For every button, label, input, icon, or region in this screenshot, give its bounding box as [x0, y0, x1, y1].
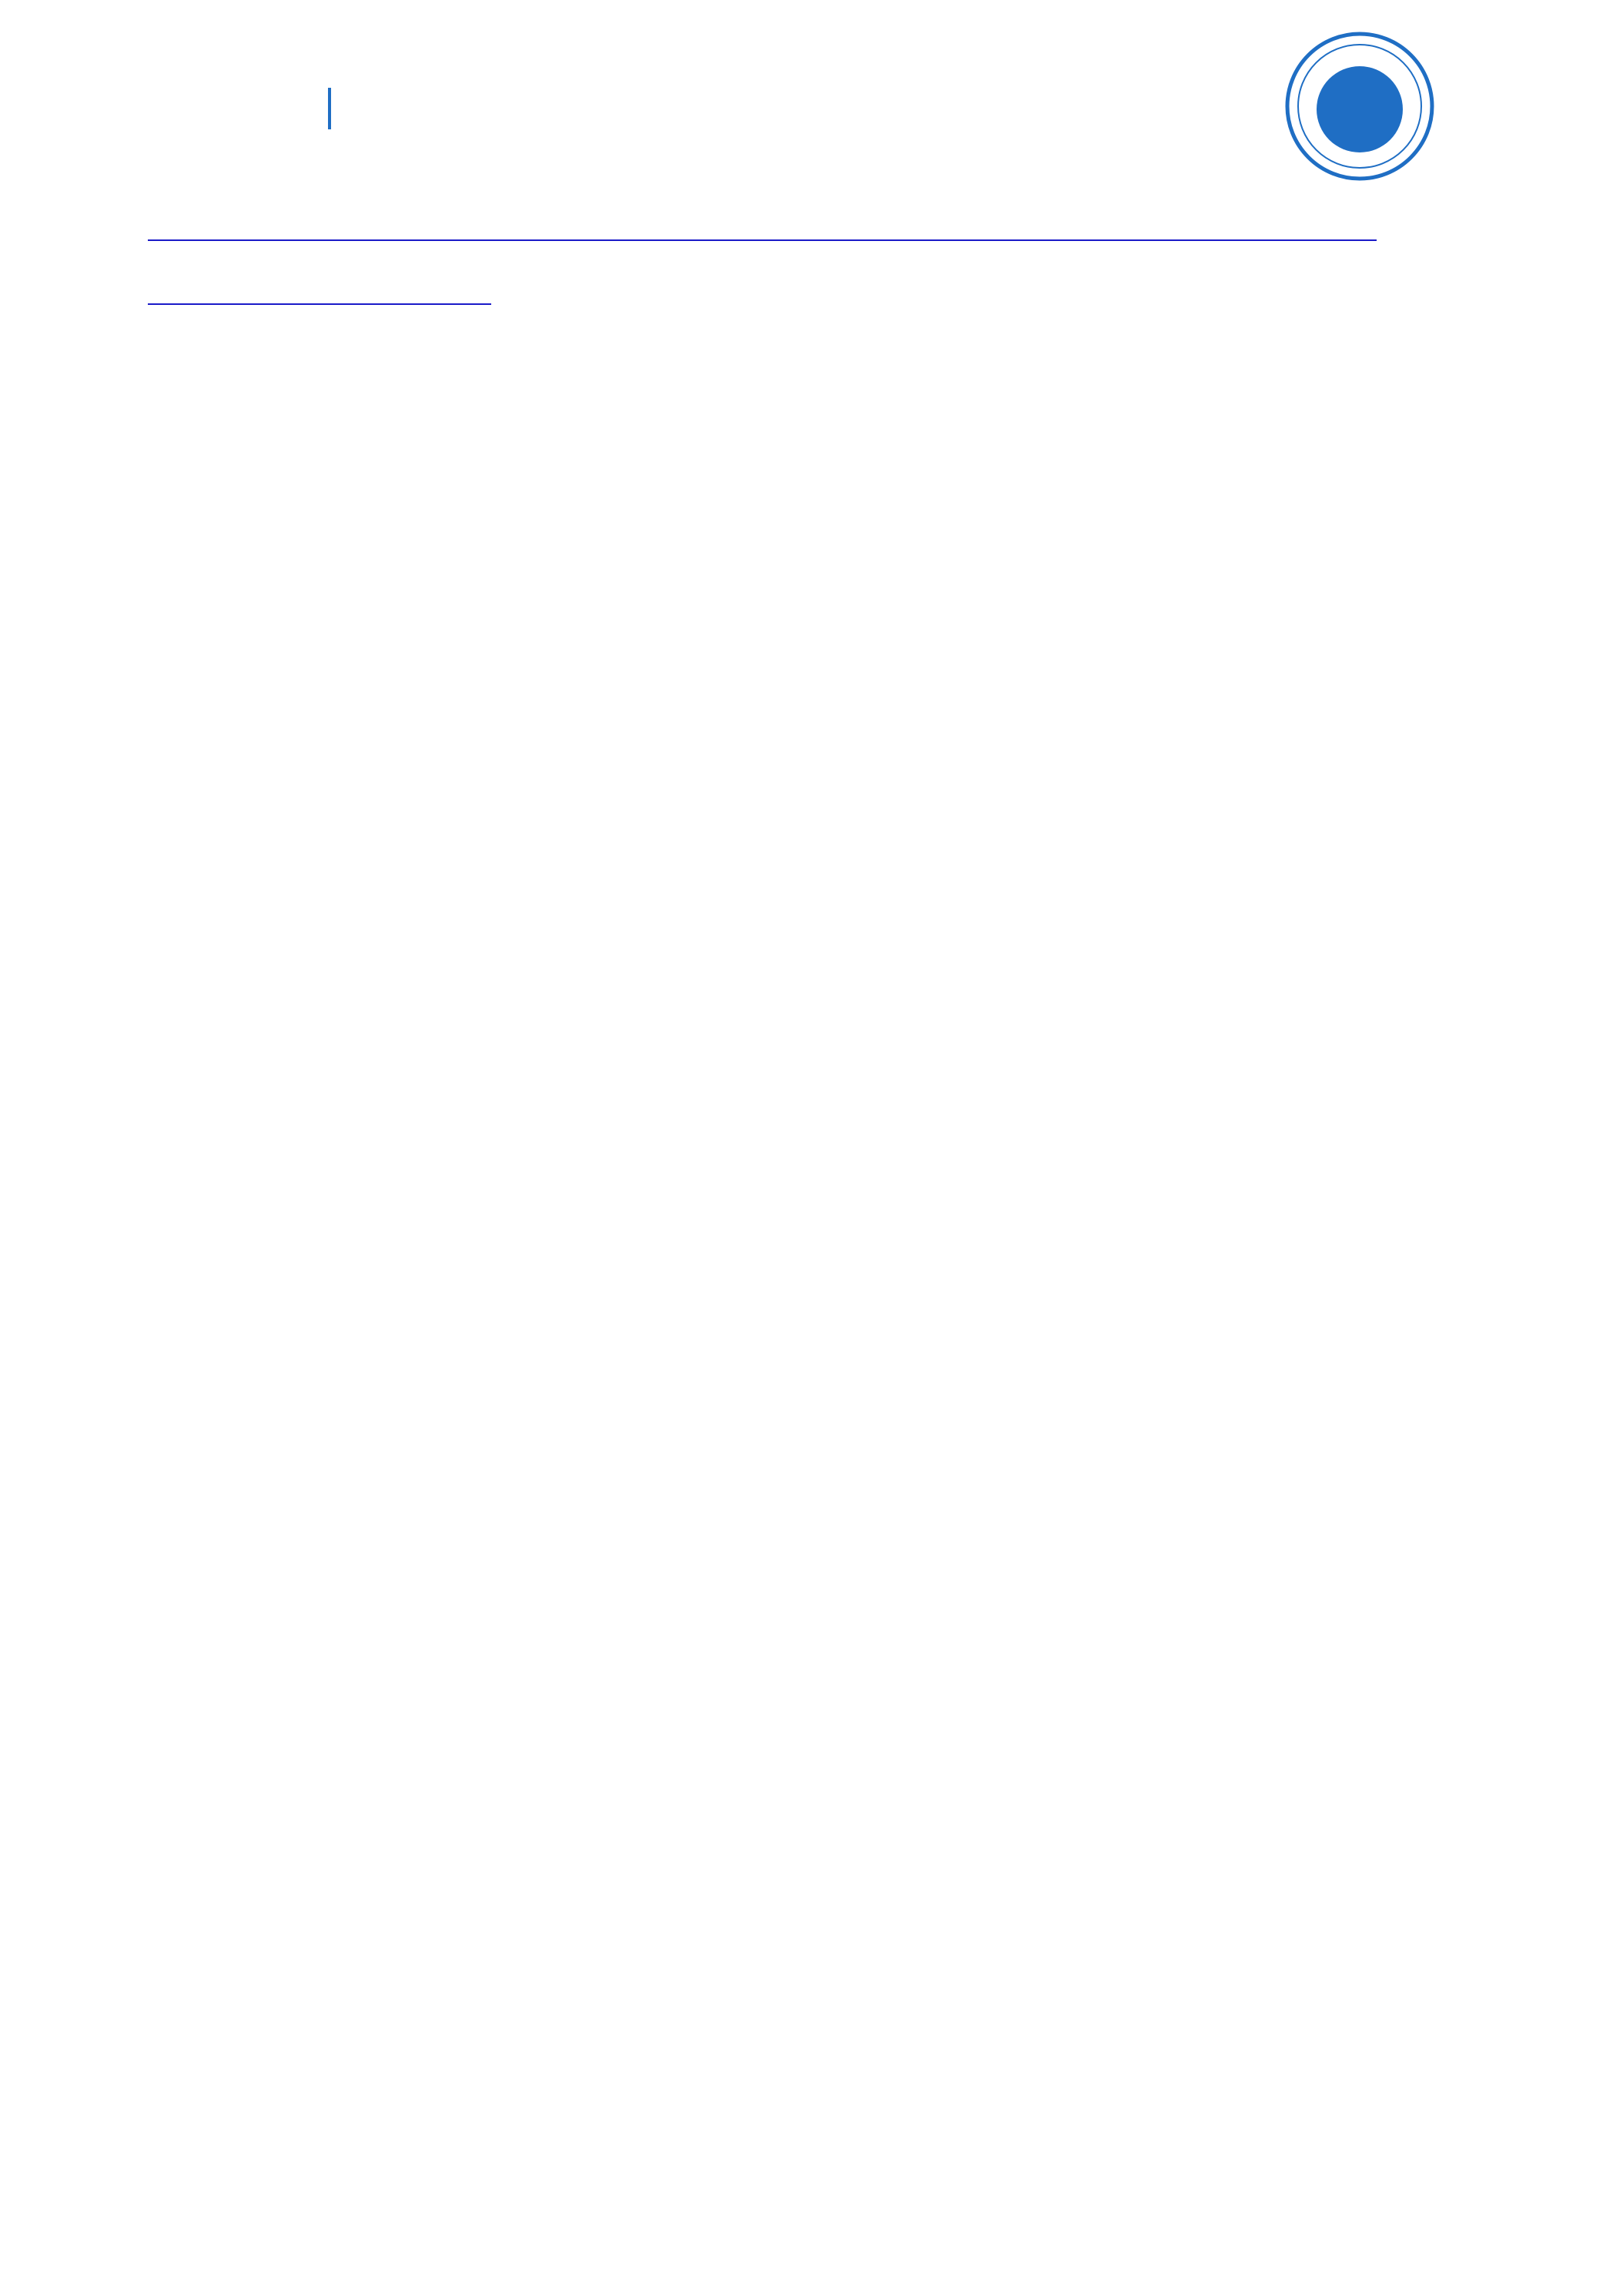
page-header	[145, 80, 838, 142]
answer-blank-1	[148, 216, 504, 241]
fill-in-passage	[148, 200, 1489, 328]
answer-blank-3	[762, 216, 1118, 241]
answer-blank-2	[504, 216, 762, 241]
answer-blank-5	[148, 280, 491, 305]
answer-blank-4	[1118, 216, 1377, 241]
document-body	[148, 200, 1489, 328]
header-divider	[328, 88, 331, 129]
school-seal-logo	[1284, 31, 1435, 182]
